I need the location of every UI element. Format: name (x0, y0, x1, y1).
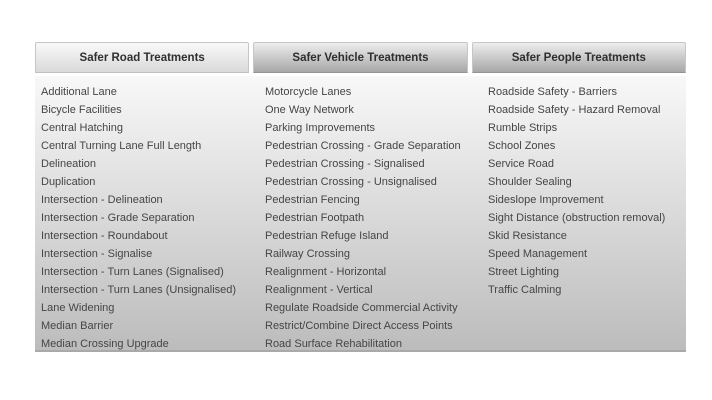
column-header-safer-vehicle[interactable]: Safer Vehicle Treatments (253, 42, 467, 73)
safer-road-treatments-list (41, 76, 236, 353)
treatment-item[interactable]: Intersection - Turn Lanes (Unsignalised) (41, 284, 237, 296)
treatment-item[interactable]: Central Turning Lane Full Length (41, 140, 202, 152)
treatment-item[interactable]: Median Barrier (41, 320, 114, 332)
treatment-item[interactable]: Skid Resistance (488, 230, 567, 242)
treatment-item[interactable]: Lane Widening (41, 302, 115, 314)
treatment-item[interactable]: Realignment - Vertical (265, 284, 373, 296)
treatment-item[interactable]: Roadside Safety - Hazard Removal (488, 104, 661, 116)
treatment-item[interactable]: Roadside Safety - Barriers (488, 86, 617, 98)
treatment-item[interactable]: Rumble Strips (488, 122, 558, 134)
treatment-item[interactable]: Duplication (41, 176, 96, 188)
treatment-item[interactable]: Additional Lane (41, 86, 117, 98)
treatment-item[interactable]: Pedestrian Crossing - Signalised (265, 158, 425, 170)
safer-vehicle-treatments-list (265, 76, 461, 353)
treatments-body (35, 76, 686, 352)
treatment-item[interactable]: Intersection - Delineation (41, 194, 163, 206)
treatment-item[interactable]: One Way Network (265, 104, 354, 116)
treatment-item[interactable]: Pedestrian Fencing (265, 194, 360, 206)
treatment-item[interactable]: Pedestrian Crossing - Grade Separation (265, 140, 461, 152)
treatment-item[interactable]: Pedestrian Footpath (265, 212, 365, 224)
treatment-item[interactable]: Realignment - Horizontal (265, 266, 387, 278)
safer-people-treatments-list (488, 76, 665, 299)
treatment-item[interactable]: Intersection - Signalise (41, 248, 153, 260)
treatment-item[interactable]: Delineation (41, 158, 97, 170)
treatment-item[interactable]: Road Surface Rehabilitation (265, 338, 402, 350)
treatment-item[interactable]: Sight Distance (obstruction removal) (488, 212, 666, 224)
treatment-item[interactable]: School Zones (488, 140, 556, 152)
column-header-safer-people[interactable]: Safer People Treatments (472, 42, 686, 73)
column-header-safer-road[interactable]: Safer Road Treatments (35, 42, 249, 73)
treatment-item[interactable]: Pedestrian Refuge Island (265, 230, 389, 242)
treatment-item[interactable]: Median Crossing Upgrade (41, 338, 169, 350)
treatment-item[interactable]: Parking Improvements (265, 122, 376, 134)
treatment-item[interactable]: Pedestrian Crossing - Unsignalised (265, 176, 437, 188)
treatment-item[interactable]: Service Road (488, 158, 555, 170)
treatment-item[interactable]: Sideslope Improvement (488, 194, 604, 206)
treatment-item[interactable]: Restrict/Combine Direct Access Points (265, 320, 453, 332)
treatment-item[interactable]: Regulate Roadside Commercial Activity (265, 302, 458, 314)
treatment-item[interactable]: Railway Crossing (265, 248, 350, 260)
treatment-item[interactable]: Speed Management (488, 248, 588, 260)
treatment-item[interactable]: Central Hatching (41, 122, 123, 134)
header-row (35, 42, 686, 73)
treatment-item[interactable]: Intersection - Roundabout (41, 230, 168, 242)
treatment-item[interactable]: Motorcycle Lanes (265, 86, 352, 98)
treatments-table (35, 42, 686, 352)
treatment-item[interactable]: Shoulder Sealing (488, 176, 572, 188)
treatment-item[interactable]: Traffic Calming (488, 284, 562, 296)
treatment-item[interactable]: Intersection - Grade Separation (41, 212, 195, 224)
treatment-item[interactable]: Street Lighting (488, 266, 559, 278)
treatment-item[interactable]: Intersection - Turn Lanes (Signalised) (41, 266, 224, 278)
treatment-item[interactable]: Bicycle Facilities (41, 104, 122, 116)
